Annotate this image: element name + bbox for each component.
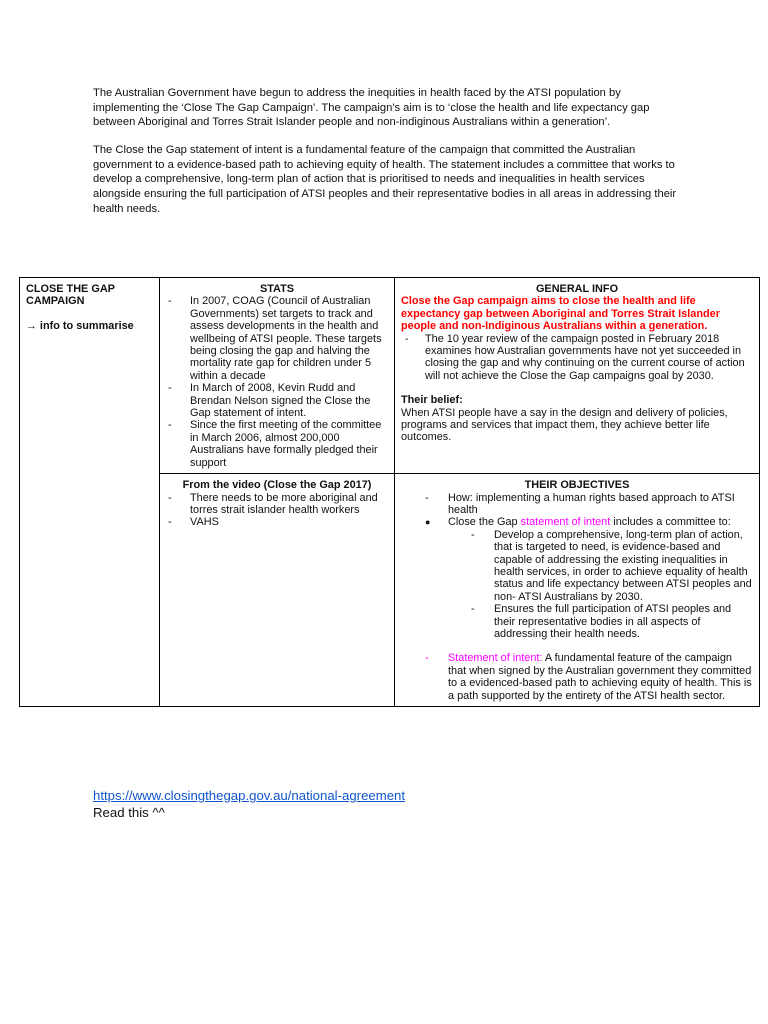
bullet-icon: ● <box>425 517 431 528</box>
summary-table <box>19 277 760 707</box>
list-item: - Statement of intent: A fundamental feature of the campaign that when signed by the Australian government they committed to a evidenced-based path to achieving equity of health. This is a path supported by the entirety of the ATSI health sector. <box>425 652 752 702</box>
read-note: Read this ^^ <box>93 805 165 820</box>
list-item: - VAHS <box>168 516 219 529</box>
stats-list <box>166 295 388 469</box>
statement-list <box>401 652 753 702</box>
belief-text: When ATSI people have a say in the design and delivery of policies, programs and services that impact them, they achieve better life outcomes. <box>401 406 728 444</box>
objectives-header: THEIR OBJECTIVES <box>524 479 630 492</box>
list-item: - In 2007, COAG (Council of Australian Governments) set targets to track and assess developments in the health and wellbeing of ATSI people. These targets being closing the gap and halving the mortality rate gap for children under 5 within a decade <box>168 295 382 382</box>
reference-link-line <box>93 788 405 804</box>
intro-paragraph-2: The Close the Gap statement of intent is a fundamental feature of the campaign that committed the Australian government to a evidence-based path to achieving equity of health. The statement includes a committee that works to develop a comprehensive, long-term plan of action that is prioritised to needs and inequalities in health services alongside ensuring the full participation of ATSI peoples and their representative bodies in all areas in addressing their health needs. <box>93 144 677 215</box>
stats-cell <box>160 278 395 474</box>
national-agreement-link[interactable]: https://www.closingthegap.gov.au/national-agreement <box>93 788 406 803</box>
belief-label: Their belief: <box>401 394 463 407</box>
list-item: ● Close the Gap statement of intent includes a committee to: <box>425 516 731 529</box>
committee-sublist <box>401 529 753 641</box>
statement-label: Statement of intent: <box>448 652 543 665</box>
review-list <box>401 333 753 383</box>
video-cell <box>160 474 395 707</box>
video-header: From the video (Close the Gap 2017) <box>182 479 372 492</box>
list-item: - Ensures the full participation of ATSI peoples and their representative bodies in all aspects of addressing their health needs. <box>471 603 732 640</box>
list-item: - The 10 year review of the campaign posted in February 2018 examines how Australian governments have not yet succeeded in closing the gap and why continuing on the current course of action will not achieve the Close the Gap campaigns goal by 2030. <box>405 332 745 382</box>
objectives-cell <box>395 474 760 707</box>
list-item: - There needs to be more aboriginal and torres strait islander health workers <box>168 491 378 516</box>
general-info-header: GENERAL INFO <box>535 283 619 295</box>
video-list <box>166 492 388 529</box>
intro-paragraph-1: The Australian Government have begun to address the inequities in health faced by the ATSI population by implementing the ‘Close The Gap Campaign’. The campaign's aim is to ‘close the health and life expectancy gap between Aboriginal and Torres Strait Islander people and non-indiginous Australians within a generation’. <box>93 87 650 129</box>
general-info-cell <box>395 278 760 474</box>
list-item: - Since the first meeting of the committee in March 2006, almost 200,000 Australians have formally pledged their support <box>168 419 382 469</box>
stats-header: STATS <box>259 283 295 295</box>
list-item: - In March of 2008, Kevin Rudd and Brendan Nelson signed the Close the Gap statement of intent. <box>168 382 371 420</box>
campaign-aim: Close the Gap campaign aims to close the health and life expectancy gap between Aboriginal and Torres Strait Islander people and non-Indiginous Australians within a generation. <box>401 295 720 333</box>
statement-of-intent-highlight: statement of intent <box>520 516 611 529</box>
campaign-cell <box>20 278 160 707</box>
list-item: - Develop a comprehensive, long-term plan of action, that is targeted to need, is evidence-based and capable of addressing the existing inequalities in health services, in order to achieve equality of health status and life expectancy between ATSI peoples and non- ATSI Australians by 2030. <box>471 528 752 603</box>
campaign-title: CLOSE THE GAP CAMPAIGN <box>26 283 115 308</box>
list-item: - How: implementing a human rights based approach to ATSI health <box>425 491 735 516</box>
summary-note: → info to summarise <box>26 319 134 332</box>
objectives-list <box>401 492 753 529</box>
